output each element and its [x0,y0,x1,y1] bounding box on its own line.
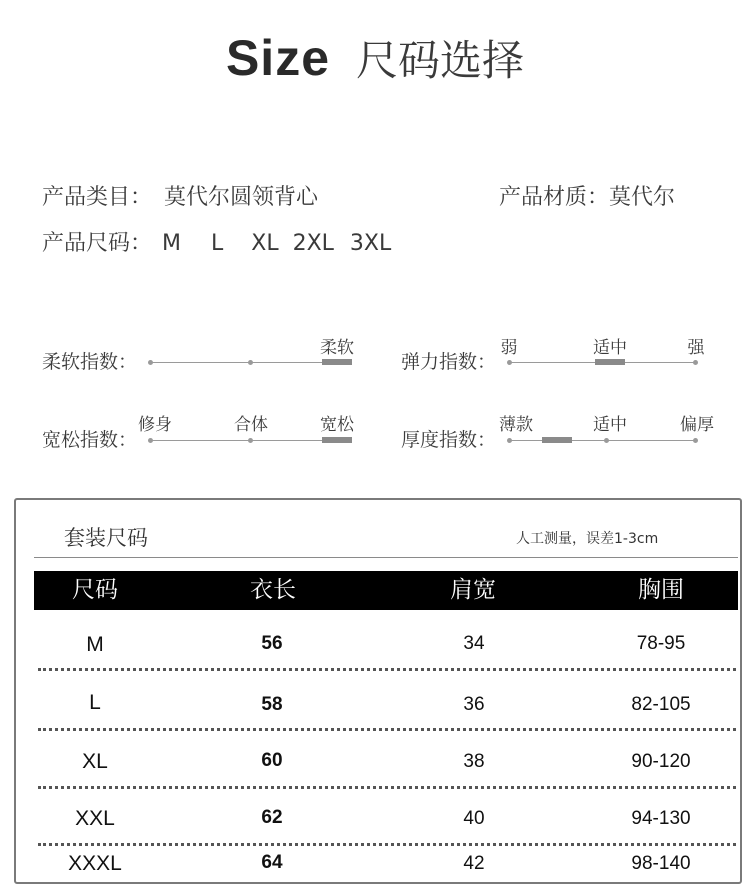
fit-tick: 宽松 [320,415,354,435]
fit-dot [248,438,253,443]
elasticity-tick: 适中 [593,338,627,358]
table-row-shoulder: 36 [463,694,485,715]
material-label: 产品材质： [499,185,610,210]
table-row-size: XXXL [68,852,122,875]
category-row [42,180,318,211]
header-length: 衣长 [250,577,296,603]
size-option: M [162,231,181,256]
thickness-dot [507,438,512,443]
fit-label: 宽松指数： [42,429,138,451]
table-row-chest: 90-120 [631,751,691,772]
table-row-shoulder: 40 [463,808,485,829]
softness-marker [322,359,352,365]
fit-tick: 修身 [138,415,172,435]
table-row-shoulder: 34 [463,633,485,654]
thickness-tick: 适中 [593,415,627,435]
table-row-length: 58 [261,694,283,715]
softness-dot [248,360,253,365]
row-divider [38,786,736,789]
sizes-label: 产品尺码： [42,231,153,256]
table-row-chest: 78-95 [636,633,686,654]
heading-en: Size [225,30,331,86]
softness-dot [148,360,153,365]
size-option: XL [251,231,279,256]
table-row-size: L [89,691,101,714]
header-shoulder: 肩宽 [450,577,496,603]
elasticity-label: 弹力指数： [401,351,497,373]
table-row-chest: 82-105 [631,694,691,715]
thickness-marker [542,437,572,443]
category-label: 产品类目： [42,185,153,210]
row-divider [38,668,736,671]
category-value: 莫代尔圆领背心 [164,185,319,210]
table-row-size: XL [82,750,108,773]
table-row-length: 56 [261,633,283,654]
elasticity-tick: 弱 [500,338,518,358]
row-divider [38,728,736,731]
table-row-length: 60 [261,750,283,771]
header-size: 尺码 [72,577,118,603]
thickness-label: 厚度指数： [401,429,497,451]
table-row-chest: 94-130 [631,808,691,829]
thickness-track [509,440,697,441]
size-table-title: 套装尺码 [64,526,148,550]
table-row-length: 62 [261,807,283,828]
row-divider [38,843,736,846]
softness-label: 柔软指数： [42,351,138,373]
size-option: 3XL [349,231,392,256]
table-row-chest: 98-140 [631,853,691,874]
elasticity-dot [507,360,512,365]
page-heading [0,28,750,88]
table-row-size: M [86,633,104,656]
elasticity-dot [693,360,698,365]
table-row-size: XXL [75,807,115,830]
sizes-row [42,226,409,257]
fit-marker [322,437,352,443]
table-header [34,571,738,610]
table-row-length: 64 [261,852,283,873]
material-value: 莫代尔 [609,185,676,210]
size-option: L [211,231,224,256]
size-option: 2XL [292,231,334,256]
thickness-tick: 薄款 [499,415,533,435]
table-row-shoulder: 38 [463,751,485,772]
elasticity-marker [595,359,625,365]
softness-tick: 柔软 [320,338,354,358]
thickness-tick: 偏厚 [680,415,714,435]
table-row-shoulder: 42 [463,853,485,874]
fit-tick: 合体 [234,415,268,435]
measurement-note: 人工测量，误差1-3cm [516,531,659,547]
elasticity-tick: 强 [687,338,705,358]
heading-cn: 尺码选择 [356,36,525,85]
title-divider [34,557,738,558]
header-chest: 胸围 [638,577,684,603]
thickness-dot [604,438,609,443]
thickness-dot [693,438,698,443]
material-row [499,180,675,211]
fit-dot [148,438,153,443]
